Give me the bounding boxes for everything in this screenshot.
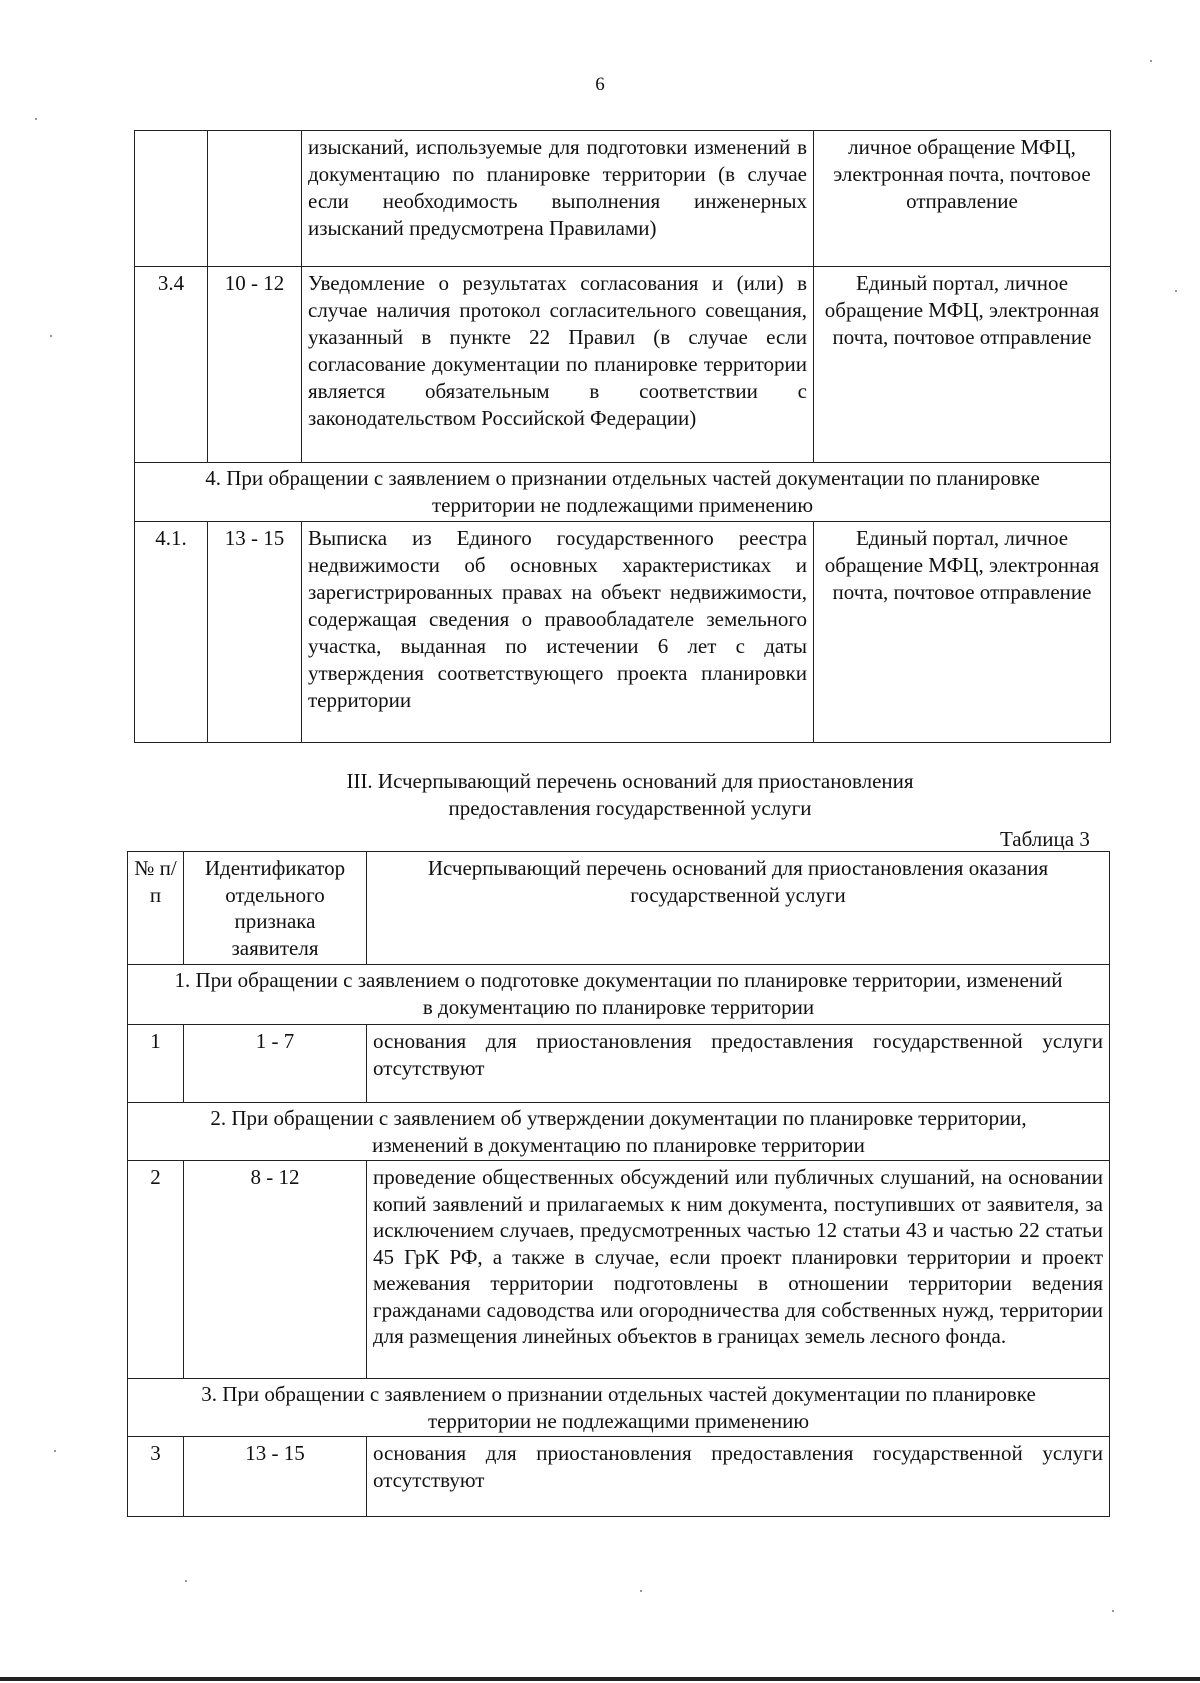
grounds-cell: проведение общественных обсуждений или публичных слушаний, на основании копий заявлений и прилагаемых к ним документа, поступивших от заявителя, за исключением случаев, предусмотренных частью 12 статьи 43 и частью 22 статьи 45 ГрК РФ, а также в случае, если проект планировки территории и проект межевания территории подготовлены в отношении территории ведения гражданами садоводства или огородничества для собственных нужд, территории для размещения линейных объектов в границах земель лесного фонда. — [367, 1161, 1110, 1379]
submission-method-cell: Единый портал, личное обращение МФЦ, электронная почта, почтовое отправление — [814, 522, 1111, 743]
section-header: 3. При обращении с заявлением о признании отдельных частей документации по планировке территории не подлежащими применению — [128, 1379, 1110, 1437]
table-header-row — [128, 852, 1110, 965]
table-row — [128, 1025, 1110, 1103]
section-header-row — [128, 1103, 1110, 1161]
row-number-cell: 2 — [128, 1161, 184, 1379]
identifier-cell: 13 - 15 — [184, 1437, 367, 1517]
scan-speck — [1175, 290, 1177, 292]
scan-edge — [0, 1677, 1200, 1681]
identifier-cell: 8 - 12 — [184, 1161, 367, 1379]
scan-speck — [1150, 60, 1152, 62]
document-cell: Выписка из Единого государственного реестра недвижимости об основных характеристиках и зарегистрированных правах на объект недвижимости, содержащая сведения о правообладателе земельного участка, выданная по истечении 6 лет с даты утверждения соответствующего проекта планировки территории — [302, 522, 814, 743]
section-heading — [0, 768, 1200, 822]
column-header-number: № п/п — [128, 852, 184, 965]
submission-method-cell: Единый портал, личное обращение МФЦ, электронная почта, почтовое отправление — [814, 267, 1111, 463]
grounds-cell: основания для приостановления предоставления государственной услуги отсутствуют — [367, 1437, 1110, 1517]
table-row — [128, 1437, 1110, 1517]
scan-speck — [1112, 1610, 1114, 1612]
scan-speck — [185, 1580, 187, 1582]
grounds-cell: основания для приостановления предоставления государственной услуги отсутствуют — [367, 1025, 1110, 1103]
column-header-identifier: Идентификатор отдельного признака заявителя — [184, 852, 367, 965]
identifier-cell: 10 - 12 — [208, 267, 302, 463]
table-row — [135, 131, 1111, 267]
table-row — [135, 267, 1111, 463]
page-number: 6 — [595, 74, 605, 95]
document-cell: Уведомление о результатах согласования и (или) в случае наличия протокол согласительного совещания, указанный в пункте 22 Правил (в случае если согласование документации по планировке территории является обязательным в соответствии с законодательством Российской Федерации) — [302, 267, 814, 463]
scan-speck — [54, 1450, 56, 1452]
row-number-cell: 4.1. — [135, 522, 208, 743]
section-header: 4. При обращении с заявлением о признании отдельных частей документации по планировке территории не подлежащими применению — [135, 463, 1111, 522]
identifier-cell — [208, 131, 302, 267]
identifier-cell: 13 - 15 — [208, 522, 302, 743]
row-number-cell: 3.4 — [135, 267, 208, 463]
section-header: 2. При обращении с заявлением об утверждении документации по планировке территории, изменений в документацию по планировке территории — [128, 1103, 1110, 1161]
section-heading-line: III. Исчерпывающий перечень оснований для приостановления — [346, 769, 914, 793]
submission-method-cell: личное обращение МФЦ, электронная почта, почтовое отправление — [814, 131, 1111, 267]
identifier-cell: 1 - 7 — [184, 1025, 367, 1103]
column-header-grounds: Исчерпывающий перечень оснований для приостановления оказания государственной услуги — [367, 852, 1110, 965]
row-number-cell — [135, 131, 208, 267]
section-header-row — [128, 1379, 1110, 1437]
table-row — [128, 1161, 1110, 1379]
suspension-grounds-table — [127, 851, 1110, 1517]
table-row — [135, 522, 1111, 743]
document-cell: изысканий, используемые для подготовки изменений в документацию по планировке территории (в случае если необходимость выполнения инженерных изысканий предусмотрена Правилами) — [302, 131, 814, 267]
documents-table — [134, 130, 1111, 743]
row-number-cell: 1 — [128, 1025, 184, 1103]
section-header: 1. При обращении с заявлением о подготовке документации по планировке территории, изменений в документацию по планировке территории — [128, 965, 1110, 1025]
row-number-cell: 3 — [128, 1437, 184, 1517]
scan-speck — [640, 1590, 642, 1592]
section-header-row — [128, 965, 1110, 1025]
scan-speck — [35, 118, 37, 120]
scan-speck — [50, 335, 52, 337]
section-header-row — [135, 463, 1111, 522]
section-heading-line: предоставления государственной услуги — [448, 796, 812, 820]
table-label: Таблица 3 — [1000, 827, 1090, 851]
